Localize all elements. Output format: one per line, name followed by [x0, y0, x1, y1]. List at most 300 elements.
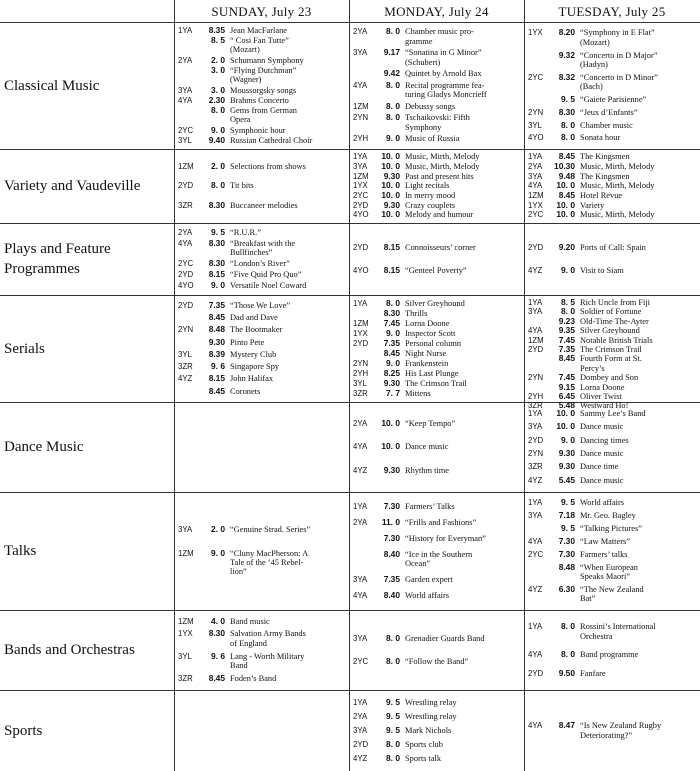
program-entry [528, 336, 696, 345]
station-code [178, 36, 201, 55]
station-code: 1YX [353, 328, 368, 338]
program-entry [353, 339, 520, 348]
station-code: 2YN [353, 358, 369, 368]
programme-title: The Kingsmen [580, 171, 630, 181]
program-entry [353, 69, 520, 78]
station-code: 3ZR [178, 362, 193, 372]
program-entry [353, 81, 520, 100]
broadcast-time: 9.50 [558, 667, 575, 678]
programme-title: Tit bits [230, 181, 254, 191]
schedule-cell [178, 149, 345, 223]
programme-title: World affairs [405, 591, 450, 600]
broadcast-time: 9. 0 [211, 547, 225, 558]
program-entry [528, 266, 696, 275]
program-entry [528, 550, 696, 559]
broadcast-time: 9. 0 [386, 357, 400, 368]
program-entry [528, 392, 696, 401]
schedule-cell [178, 690, 345, 771]
programme-title: “Flying Dutchman” (Wagner) [230, 65, 297, 85]
programme-title: Schumann Symphony [230, 55, 304, 65]
station-code: 4YA [528, 650, 543, 659]
program-entry [353, 442, 520, 451]
station-code: 2YC [528, 210, 544, 220]
programme-title: Fanfare [580, 668, 606, 678]
broadcast-time: 9.48 [558, 170, 575, 181]
programme-title: Lorna Doone [405, 318, 450, 328]
broadcast-time: 10. 0 [556, 407, 575, 418]
program-entry [353, 657, 520, 666]
station-code: 1YX [353, 181, 368, 191]
station-code: 1YA [528, 152, 543, 162]
programme-title: Foden’s Band [230, 674, 277, 684]
broadcast-time: 9. 5 [386, 724, 400, 735]
station-code [353, 69, 376, 78]
broadcast-time: 8. 0 [386, 297, 400, 308]
program-entry [528, 409, 696, 418]
programme-title: “Five Quid Pro Quo” [230, 270, 302, 279]
station-code: 2YA [353, 418, 368, 428]
broadcast-time: 2. 0 [211, 160, 225, 171]
program-entry [178, 270, 345, 279]
schedule-cell [178, 492, 345, 610]
program-entry [353, 575, 520, 584]
broadcast-time: 8.15 [208, 269, 225, 279]
station-code: 3YL [178, 349, 192, 359]
station-code: 4YZ [353, 753, 368, 763]
program-entry [528, 436, 696, 445]
broadcast-time: 9.30 [383, 464, 400, 475]
broadcast-time: 7.18 [558, 510, 575, 521]
schedule-cell [353, 610, 520, 690]
program-entry [528, 181, 696, 190]
broadcast-time: 9. 0 [211, 280, 225, 290]
station-code: 2YA [353, 711, 368, 721]
programme-title: Moussorgsky songs [230, 85, 297, 95]
programme-title: “When European Speaks Maori” [580, 562, 638, 581]
program-entry [528, 172, 696, 181]
programme-title: Selections from shows [230, 161, 306, 171]
broadcast-time: 8.39 [208, 348, 225, 359]
program-entry [528, 307, 696, 316]
broadcast-time: 8.30 [208, 258, 225, 268]
station-code [528, 354, 551, 373]
broadcast-time: 10. 0 [381, 151, 400, 162]
broadcast-time: 7.35 [208, 299, 225, 310]
program-entry [353, 299, 520, 308]
programme-title: Old-Time The-Ayter [580, 316, 649, 326]
programme-title: Music, Mirth, Melody [580, 161, 655, 171]
station-code: 2YD [528, 345, 544, 355]
broadcast-time: 9. 5 [561, 497, 575, 508]
category-label: Plays and Feature Programmes [4, 241, 111, 277]
programme-title: The Crimson Trail [580, 345, 642, 355]
program-entry [353, 379, 520, 388]
programme-title: Mittens [405, 388, 431, 398]
schedule-cell [353, 690, 520, 771]
station-code: 1YA [528, 408, 543, 418]
station-code: 2YD [528, 668, 544, 678]
program-entry [353, 389, 520, 398]
programme-title: Connoisseurs’ corner [405, 242, 476, 252]
broadcast-time: 8.30 [383, 307, 400, 318]
station-code: 2YD [528, 435, 544, 445]
broadcast-time: 9. 6 [211, 650, 225, 661]
station-code [528, 563, 551, 582]
program-entry [178, 301, 345, 310]
program-entry [528, 449, 696, 458]
schedule-cell [528, 402, 696, 492]
program-entry [353, 113, 520, 132]
category-label: Sports [4, 722, 43, 739]
broadcast-time: 8.20 [558, 27, 575, 38]
programme-title: Oliver Twist [580, 392, 622, 402]
station-code: 3YA [353, 575, 368, 584]
programme-title: Band music [230, 616, 270, 626]
programme-title: Band programme [580, 650, 639, 659]
program-entry [178, 96, 345, 105]
broadcast-time: 5.48 [558, 400, 575, 411]
program-entry [178, 26, 345, 35]
program-entry [353, 329, 520, 338]
station-code: 2YA [353, 517, 368, 527]
program-entry [353, 698, 520, 707]
broadcast-time: 9. 6 [211, 361, 225, 372]
program-entry [528, 563, 696, 582]
station-code: 2YD [528, 242, 544, 252]
programme-title: Debussy songs [405, 101, 456, 111]
broadcast-time: 8.30 [208, 237, 225, 248]
station-code: 1YA [353, 298, 368, 308]
station-code: 4YO [178, 281, 194, 290]
station-code: 3YL [353, 378, 367, 388]
broadcast-time: 9.17 [383, 47, 400, 58]
programme-title: Mark Nichols [405, 725, 452, 735]
broadcast-time: 2. 0 [211, 54, 225, 65]
program-entry [178, 362, 345, 371]
programme-title: “London’s River” [230, 259, 290, 268]
program-entry [528, 498, 696, 507]
programme-title: Dance music [580, 448, 624, 458]
programme-title: “The New Zealand Bat” [580, 584, 644, 604]
station-code: 2YH [528, 392, 544, 402]
program-entry [178, 281, 345, 290]
station-code: 3YA [353, 725, 368, 735]
station-code: 3YA [178, 85, 193, 95]
broadcast-time: 7.35 [383, 337, 400, 348]
broadcast-time: 3. 0 [211, 64, 225, 75]
broadcast-time: 9. 0 [211, 124, 225, 135]
programme-title: Silver Greyhound [580, 326, 640, 336]
program-entry [528, 162, 696, 171]
station-code: 2YA [178, 55, 193, 65]
station-code [353, 550, 376, 569]
program-entry [353, 740, 520, 749]
program-entry [178, 106, 345, 125]
programme-title: “Is New Zealand Rugby Deteriorating?” [580, 721, 662, 740]
broadcast-time: 9.35 [558, 325, 575, 336]
station-code: 2YN [178, 325, 194, 335]
station-code: 2YA [353, 27, 368, 37]
programme-title: Brahms Concerto [230, 95, 289, 105]
station-code: 3YL [178, 651, 192, 661]
broadcast-time: 10. 0 [556, 199, 575, 210]
programme-title: “Cluny MacPherson: A Tale of the ’45 Rebel- lion” [230, 548, 309, 577]
station-code: 1ZM [528, 190, 544, 200]
station-code: 2YC [528, 549, 544, 559]
programme-title: Light recitals [405, 181, 450, 191]
broadcast-time: 8. 0 [211, 180, 225, 191]
station-code: 2YD [178, 181, 194, 191]
programme-title: Rossini’s International Orchestra [580, 622, 656, 641]
programme-title: “Frills and Fashions” [405, 517, 477, 527]
programme-title: Frankenstein [405, 358, 449, 368]
program-entry [528, 511, 696, 520]
station-code: 2YN [528, 107, 544, 117]
station-code: 3YA [528, 422, 543, 432]
programme-title: Mr. Geo. Bagley [580, 511, 636, 521]
broadcast-time: 7.35 [383, 574, 400, 584]
program-entry [353, 518, 520, 527]
programme-title: Gems from German Opera [230, 105, 297, 125]
broadcast-time: 8.48 [558, 561, 575, 572]
broadcast-time: 9.42 [383, 68, 400, 79]
broadcast-time: 7.30 [558, 548, 575, 559]
schedule-cell [353, 295, 520, 402]
schedule-cell [528, 22, 696, 149]
program-entry [528, 622, 696, 641]
broadcast-time: 7.45 [558, 334, 575, 345]
program-entry [528, 650, 696, 659]
programme-title: Symphonic hour [230, 125, 286, 135]
program-entry [178, 201, 345, 210]
station-code: 4YZ [528, 475, 543, 485]
program-entry [528, 243, 696, 252]
program-entry [528, 133, 696, 142]
column-divider [349, 0, 350, 771]
program-entry [353, 634, 520, 643]
program-entry [178, 239, 345, 258]
broadcast-time: 8. 0 [561, 132, 575, 143]
station-code: 3YA [353, 633, 368, 643]
program-entry [178, 66, 345, 85]
programme-title: Inspector Scott [405, 328, 456, 338]
category-label: Bands and Orchestras [4, 642, 135, 658]
programme-title: Silver Greyhound [405, 298, 465, 308]
program-entry [178, 525, 345, 534]
programme-title: Mystery Club [230, 349, 277, 359]
programme-title: Lorna Doone [580, 382, 625, 392]
station-code: 2YD [353, 242, 369, 252]
station-code: 3ZR [178, 674, 193, 684]
program-entry [528, 326, 696, 335]
broadcast-time: 8.30 [208, 199, 225, 210]
station-code: 4YA [353, 442, 368, 452]
program-entry [528, 298, 696, 307]
program-entry [528, 585, 696, 604]
station-code [528, 317, 551, 326]
broadcast-time: 9.30 [558, 461, 575, 472]
broadcast-time: 6.30 [558, 583, 575, 594]
station-code: 3YA [178, 525, 193, 535]
programme-title: “Genuine Strad. Series” [230, 525, 311, 535]
programme-title: His Last Plunge [405, 368, 459, 378]
station-code [178, 313, 201, 322]
broadcast-time: 8.45 [558, 353, 575, 364]
program-entry [528, 462, 696, 471]
program-entry [353, 466, 520, 475]
program-entry [353, 591, 520, 600]
station-code: 2YC [178, 125, 194, 135]
broadcast-time: 9.30 [208, 336, 225, 347]
station-code: 1ZM [178, 548, 194, 558]
programme-title: Variety [580, 200, 605, 210]
broadcast-time: 8.35 [208, 24, 225, 35]
station-code: 1YX [178, 629, 193, 639]
station-code: 4YZ [353, 465, 368, 475]
schedule-cell [178, 610, 345, 690]
program-entry [353, 550, 520, 569]
schedule-cell [528, 492, 696, 610]
station-code: 2YA [178, 227, 193, 237]
broadcast-time: 8.45 [558, 189, 575, 200]
broadcast-time: 7.45 [558, 372, 575, 383]
programme-title: Crazy couplets [405, 200, 456, 210]
programme-title: Wrestling relay [405, 711, 457, 721]
category-label: Variety and Vaudeville [4, 178, 141, 194]
station-code: 3YA [353, 48, 368, 58]
programme-title: “Ice in the Southern Ocean” [405, 549, 473, 568]
programme-title: Rhythm time [405, 465, 449, 475]
broadcast-time: 10. 0 [556, 180, 575, 191]
program-entry [528, 121, 696, 130]
broadcast-time: 3. 0 [211, 84, 225, 95]
programme-title: “Talking Pictures” [580, 524, 642, 534]
station-code: 4YZ [528, 266, 543, 275]
broadcast-time: 8. 0 [386, 100, 400, 111]
program-entry [353, 726, 520, 735]
program-entry [528, 422, 696, 431]
column-divider [174, 0, 175, 771]
broadcast-time: 8.40 [383, 548, 400, 559]
station-code: 3YA [353, 161, 368, 171]
station-code: 3YL [178, 135, 192, 145]
programme-title: Dance music [580, 475, 624, 485]
category-label: Serials [4, 340, 45, 357]
broadcast-time: 9.30 [383, 170, 400, 181]
programme-title: The Crimson Trail [405, 378, 467, 388]
programme-title: “Genteel Poverty” [405, 266, 467, 275]
program-entry [353, 712, 520, 721]
programme-title: Thrills [405, 308, 428, 318]
day-header: MONDAY, July 24 [384, 4, 489, 19]
broadcast-time: 8.32 [558, 71, 575, 82]
program-entry [528, 721, 696, 740]
program-entry [178, 162, 345, 171]
programme-title: “Sonatina in G Minor” (Schubert) [405, 48, 482, 67]
programme-title: “Those We Love” [230, 300, 291, 310]
station-code: 4YA [528, 536, 543, 546]
program-entry [178, 181, 345, 190]
programme-title: Music, Mirth, Melody [405, 161, 480, 171]
schedule-cell [353, 22, 520, 149]
program-entry [178, 36, 345, 55]
station-code: 1YA [353, 697, 368, 707]
station-code: 4YO [353, 266, 369, 275]
programme-title: Music, Mirth, Melody [580, 181, 655, 191]
station-code: 3YL [528, 120, 542, 130]
station-code: 4YA [353, 80, 368, 90]
station-code: 1YA [178, 25, 193, 35]
program-entry [353, 48, 520, 67]
broadcast-time: 8. 0 [386, 112, 400, 123]
station-code: 1ZM [178, 161, 194, 171]
broadcast-time: 8. 5 [561, 297, 575, 307]
program-entry [178, 338, 345, 347]
station-code: 3YA [528, 307, 543, 317]
category-label: Dance Music [4, 439, 84, 455]
station-code [178, 338, 201, 347]
programme-title: Sonata hour [580, 133, 621, 143]
program-entry [353, 191, 520, 200]
program-entry [178, 86, 345, 95]
programme-title: Music, Mirth, Melody [405, 152, 480, 162]
broadcast-time: 8. 0 [386, 738, 400, 749]
programme-title: Rich Uncle from Fiji [580, 298, 651, 307]
programme-title: Dance music [580, 422, 624, 432]
program-entry [353, 181, 520, 190]
program-entry [178, 325, 345, 334]
program-entry [178, 136, 345, 145]
broadcast-time: 9. 0 [386, 327, 400, 338]
broadcast-time: 8. 0 [386, 752, 400, 763]
broadcast-time: 9. 0 [561, 265, 575, 275]
program-entry [353, 172, 520, 181]
broadcast-time: 10. 0 [381, 189, 400, 200]
programme-title: “Jeux d’Enfants” [580, 107, 638, 117]
schedule-cell [178, 223, 345, 295]
programme-title: Chamber music [580, 120, 633, 130]
day-header: TUESDAY, July 25 [558, 4, 666, 19]
broadcast-time: 8.47 [558, 720, 575, 731]
broadcast-time: 9.15 [558, 381, 575, 392]
programme-title: Westward Ho! [580, 401, 629, 411]
broadcast-time: 9. 5 [386, 710, 400, 721]
day-header: SUNDAY, July 23 [211, 4, 312, 19]
programme-title: The Kingsmen [580, 152, 630, 162]
station-code: 2YD [353, 200, 369, 210]
schedule-cell [178, 402, 345, 492]
broadcast-time: 7.30 [383, 532, 400, 543]
broadcast-time: 8. 0 [211, 104, 225, 115]
programme-title: Melody and humour [405, 210, 474, 220]
station-code: 3ZR [178, 200, 193, 210]
programme-title: In merry mood [405, 190, 456, 200]
programme-title: Singapore Spy [230, 362, 280, 372]
broadcast-time: 10. 0 [381, 160, 400, 171]
programme-title: Ports of Call: Spain [580, 242, 646, 252]
programme-title: Music of Russia [405, 134, 460, 144]
programme-title: Farmers’ Talks [405, 501, 455, 511]
broadcast-time: 2.30 [208, 94, 225, 105]
schedule-cell [353, 492, 520, 610]
programme-title: Recital programme fea- turing Gladys Moncrieff [405, 80, 487, 100]
station-code: 1ZM [528, 335, 544, 345]
station-code: 4YA [528, 326, 543, 336]
broadcast-time: 9.30 [558, 447, 575, 458]
programme-title: “Gaiete Parisienne” [580, 94, 647, 104]
broadcast-time: 8.25 [383, 367, 400, 378]
programme-title: “Breakfast with the Bullfinches” [230, 238, 296, 257]
